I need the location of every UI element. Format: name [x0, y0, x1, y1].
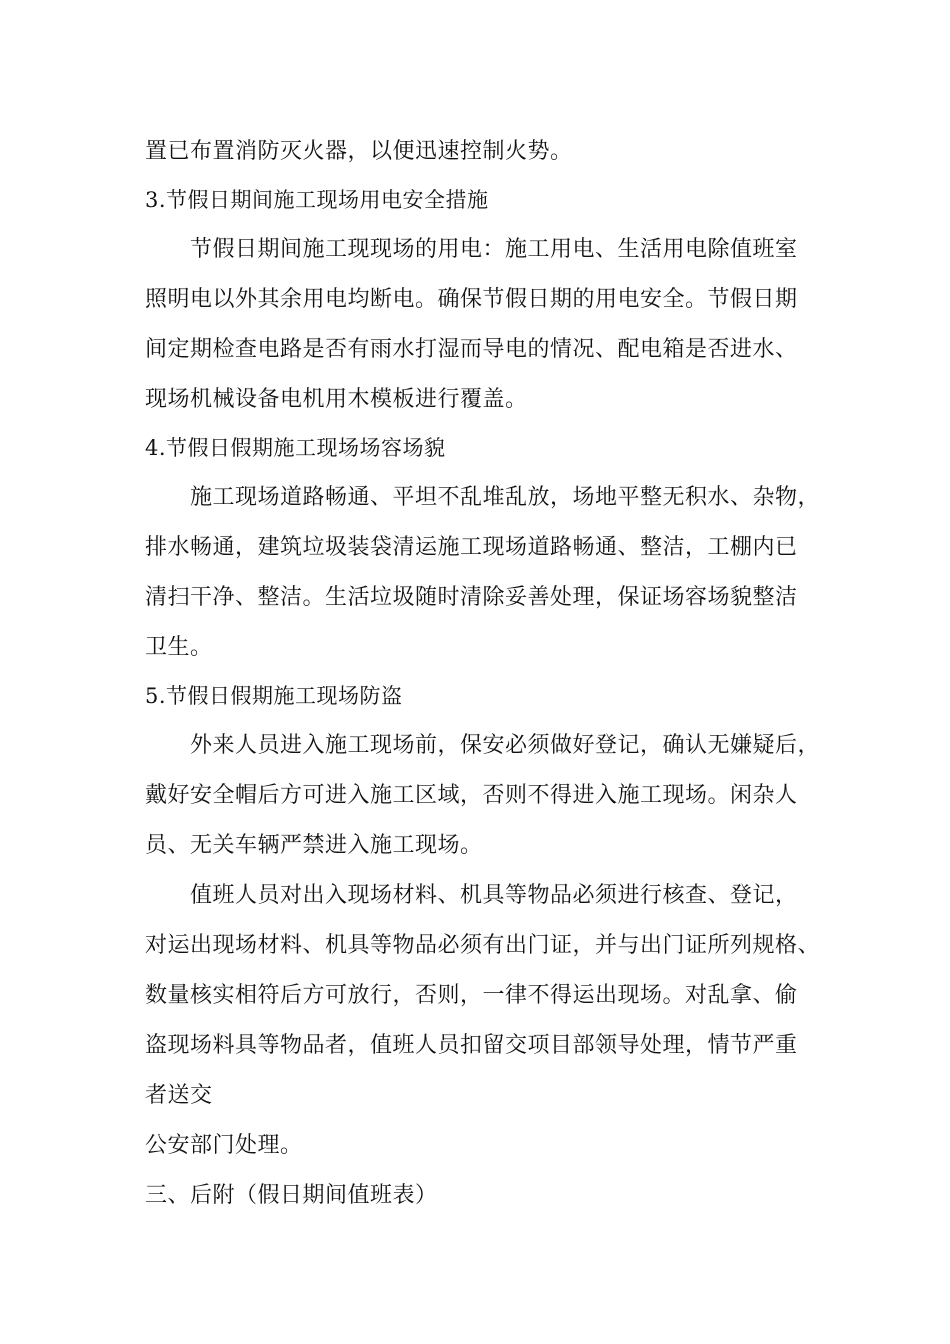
section-heading-3-appendix: 三、后附（假日期间值班表）	[145, 1183, 438, 1208]
text-line-21: 公安部门处理。	[145, 1133, 303, 1158]
text-line-19: 盗现场料具等物品者，值班人员扣留交项目部领导处理，情节严重	[145, 1033, 798, 1058]
section-heading-4: 4.节假日假期施工现场场容场貌	[145, 436, 446, 460]
section-heading-3: 3.节假日期间施工现场用电安全措施	[145, 188, 489, 212]
text-line-20: 者送交	[145, 1083, 213, 1108]
text-line-13: 外来人员进入施工现场前，保安必须做好登记，确认无嫌疑后，	[190, 733, 821, 758]
text-line-9: 排水畅通，建筑垃圾装袋清运施工现场道路畅通、整洁，工棚内已	[145, 535, 798, 560]
text-line-3: 节假日期间施工现现场的用电：施工用电、生活用电除值班室	[190, 237, 798, 262]
section-heading-5: 5.节假日假期施工现场防盗	[145, 684, 403, 708]
text-line-15: 员、无关车辆严禁进入施工现场。	[145, 833, 483, 858]
text-line-11: 卫生。	[145, 635, 213, 660]
text-line-17: 对运出现场材料、机具等物品必须有出门证，并与出门证所列规格、	[145, 933, 821, 958]
text-line-1: 置已布置消防灭火器，以便迅速控制火势。	[145, 139, 573, 164]
text-line-4: 照明电以外其余用电均断电。确保节假日期的用电安全。节假日期	[145, 287, 798, 312]
text-line-5: 间定期检查电路是否有雨水打湿而导电的情况、配电箱是否进水、	[145, 337, 798, 362]
text-line-8: 施工现场道路畅通、平坦不乱堆乱放，场地平整无积水、杂物，	[190, 485, 821, 510]
text-line-18: 数量核实相符后方可放行，否则，一律不得运出现场。对乱拿、偷	[145, 983, 798, 1008]
text-line-10: 清扫干净、整洁。生活垃圾随时清除妥善处理，保证场容场貌整洁	[145, 585, 798, 610]
text-line-6: 现场机械设备电机用木模板进行覆盖。	[145, 387, 528, 412]
text-line-16: 值班人员对出入现场材料、机具等物品必须进行核查、登记，	[190, 883, 798, 908]
text-line-14: 戴好安全帽后方可进入施工区域，否则不得进入施工现场。闲杂人	[145, 783, 798, 808]
